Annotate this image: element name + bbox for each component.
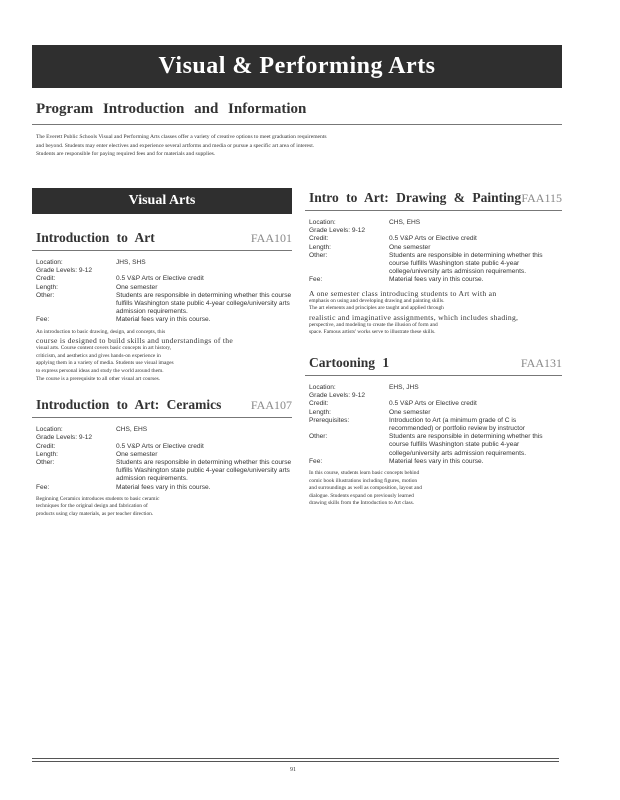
course-code: FAA131: [520, 356, 562, 370]
detail-label: Location:: [309, 384, 336, 391]
detail-label: Other:: [309, 433, 328, 441]
description-line: The course is a prerequisite to all other visual art courses.: [36, 375, 161, 382]
detail-row: [309, 392, 562, 400]
detail-row: [36, 284, 292, 292]
detail-label: Prerequisites:: [309, 416, 350, 424]
detail-label: Credit:: [36, 275, 56, 283]
detail-value: Material fees vary in this course.: [389, 276, 484, 284]
detail-row: [309, 433, 562, 458]
course-description: [32, 496, 292, 519]
detail-value: [116, 267, 292, 275]
detail-row: [36, 459, 292, 484]
course-code: FAA107: [250, 398, 292, 413]
detail-value: One semester: [116, 283, 158, 291]
footer-divider: [32, 758, 559, 759]
detail-value: Material fees vary in this course.: [116, 483, 211, 491]
intro-line: The Everett Public Schools Visual and Performing Arts classes offer a variety of creative options to meet graduation requirements: [36, 134, 327, 140]
detail-row: [36, 259, 292, 267]
description-line: applying them in a variety of media. Students use visual images: [36, 360, 174, 367]
course-title: Intro to Art: Drawing & Painting: [309, 190, 522, 205]
course-description: [305, 470, 562, 508]
description-line: criticism, and aesthetics and gives hands-on experience in: [36, 352, 161, 359]
detail-row: [309, 409, 562, 417]
detail-label: Length:: [36, 283, 58, 291]
course-header: [32, 230, 292, 251]
detail-label: Grade Levels: 9-12: [309, 227, 366, 235]
detail-value: [389, 227, 562, 235]
detail-row: [36, 275, 292, 283]
course-title: Introduction to Art: [36, 230, 155, 245]
detail-value: One semester: [116, 450, 158, 458]
course-description: [32, 329, 292, 384]
detail-row: [36, 451, 292, 459]
description-line: The art elements and principles are taught and applied through: [309, 305, 444, 312]
detail-row: [309, 252, 562, 277]
detail-row: [309, 384, 562, 392]
description-line: emphasis on using and developing drawing and painting skills.: [309, 297, 445, 304]
description-line: An introduction to basic drawing, design, and concepts, this: [36, 328, 166, 335]
detail-value: JHS, SHS: [116, 259, 146, 266]
detail-value: EHS, JHS: [389, 384, 419, 391]
course-title: Cartooning 1: [309, 355, 390, 370]
detail-label: Location:: [36, 426, 63, 434]
description-line: course is designed to build skills and understandings of the: [36, 336, 234, 346]
detail-value: One semester: [389, 243, 431, 251]
detail-row: [309, 235, 562, 243]
course-drawing-painting: [305, 190, 562, 337]
detail-label: Fee:: [309, 276, 323, 284]
course-code: FAA101: [250, 231, 292, 245]
left-column: [32, 188, 292, 519]
description-line: Beginning Ceramics introduces students to basic ceramic: [36, 495, 160, 502]
detail-value: Material fees vary in this course.: [389, 457, 484, 465]
detail-label: Length:: [36, 450, 58, 458]
detail-value: Students are responsible in determining whether this course fulfills Washington state public 4-year college/university arts admission requirements.: [389, 433, 543, 457]
description-line: space. Famous artists' works serve to illustrate these skills.: [309, 329, 436, 336]
page-banner: Visual & Performing Arts: [32, 45, 562, 88]
intro-line: Students are responsible for paying required fees and for materials and supplies.: [36, 151, 216, 158]
detail-label: Fee:: [309, 457, 323, 465]
right-column: [305, 188, 562, 508]
detail-label: Grade Levels: 9-12: [36, 434, 93, 442]
detail-label: Credit:: [309, 235, 329, 243]
section-banner-visual-arts: Visual Arts: [32, 188, 292, 214]
description-line: drawing skills from the Introduction to Art class.: [309, 500, 415, 507]
detail-value: Students are responsible in determining whether this course fulfills Washington state public 4-year college/university arts admission requirements.: [389, 251, 543, 276]
detail-label: Location:: [309, 219, 336, 226]
description-line: perspective, and modeling to create the illusion of form and: [309, 321, 438, 328]
detail-row: [309, 276, 562, 284]
detail-row: [309, 458, 562, 466]
detail-value: 0.5 V&P Arts or Elective credit: [389, 400, 477, 408]
course-details: [305, 219, 562, 285]
detail-label: Length:: [309, 243, 331, 251]
detail-value: Students are responsible in determining whether this course fulfills Washington state public 4-year college/university arts admission requirements.: [116, 459, 292, 483]
course-details: [32, 426, 292, 492]
detail-value: [116, 434, 292, 442]
detail-value: 0.5 V&P Arts or Elective credit: [389, 235, 477, 243]
detail-value: 0.5 V&P Arts or Elective credit: [116, 442, 204, 450]
detail-value: One semester: [389, 408, 431, 416]
detail-row: [36, 292, 292, 317]
description-line: and surroundings as well as composition, layout and: [309, 485, 422, 492]
detail-value: Students are responsible in determining whether this course fulfills Washington state public 4-year college/university arts admission requirements.: [116, 291, 292, 316]
description-line: realistic and imaginative assignments, which includes shading,: [309, 312, 519, 322]
detail-label: Credit:: [309, 400, 329, 408]
detail-label: Length:: [309, 408, 331, 416]
description-line: visual arts. Course content covers basic concepts in art history,: [36, 345, 172, 352]
detail-row: [36, 434, 292, 442]
detail-value: CHS, EHS: [389, 219, 421, 226]
course-description: [305, 289, 562, 337]
detail-label: Other:: [309, 251, 328, 259]
course-cartooning-1: [305, 355, 562, 508]
course-details: [32, 259, 292, 325]
course-title: Introduction to Art: Ceramics: [36, 397, 222, 413]
detail-row: [36, 426, 292, 434]
program-title: Program Introduction and Information: [36, 101, 307, 117]
detail-label: Grade Levels: 9-12: [309, 392, 366, 400]
description-line: comic book illustrations including figures, motion: [309, 477, 418, 484]
detail-label: Credit:: [36, 442, 56, 450]
detail-label: Other:: [36, 459, 55, 466]
detail-row: [309, 417, 562, 433]
detail-row: [309, 244, 562, 252]
description-line: products using clay materials, as per teacher direction.: [36, 511, 154, 517]
course-header: [305, 190, 562, 211]
detail-row: [36, 267, 292, 275]
page-number: 91: [290, 767, 296, 773]
detail-label: Other:: [36, 291, 55, 299]
description-line: In this course, students learn basic concepts behind: [309, 470, 420, 477]
course-intro-to-art: [32, 230, 292, 383]
description-line: A one semester class introducing students to Art with an: [309, 288, 497, 298]
detail-value: Material fees vary in this course.: [116, 316, 211, 324]
detail-label: Fee:: [36, 483, 50, 491]
description-line: dialogue. Students expand on previously learned: [309, 492, 414, 499]
detail-row: [309, 227, 562, 235]
intro-line: and beyond. Students may enter electives and experience several artforms and media or pursue a specific art area of interest.: [36, 142, 315, 149]
detail-label: Grade Levels: 9-12: [36, 267, 93, 275]
detail-row: [309, 400, 562, 408]
detail-row: [36, 443, 292, 451]
detail-value: 0.5 V&P Arts or Elective credit: [116, 275, 204, 283]
detail-value: CHS, EHS: [116, 426, 148, 434]
course-details: [305, 384, 562, 466]
description-line: techniques for the original design and fabrication of: [36, 503, 148, 510]
detail-value: [389, 392, 562, 400]
detail-row: [309, 219, 562, 227]
course-intro-to-art-ceramics: [32, 397, 292, 518]
detail-value: Introduction to Art (a minimum grade of C is recommended) or portfolio review by instructor: [389, 416, 525, 433]
program-intro: [36, 133, 366, 159]
footer-divider: [32, 761, 559, 762]
detail-row: [36, 316, 292, 324]
description-line: to express personal ideas and study the world around them.: [36, 368, 164, 374]
course-header: [305, 355, 562, 376]
detail-row: [36, 484, 292, 492]
detail-label: Location:: [36, 259, 63, 266]
detail-label: Fee:: [36, 316, 50, 324]
program-divider: [32, 124, 562, 125]
course-header: [32, 397, 292, 418]
course-code: FAA115: [521, 191, 562, 205]
